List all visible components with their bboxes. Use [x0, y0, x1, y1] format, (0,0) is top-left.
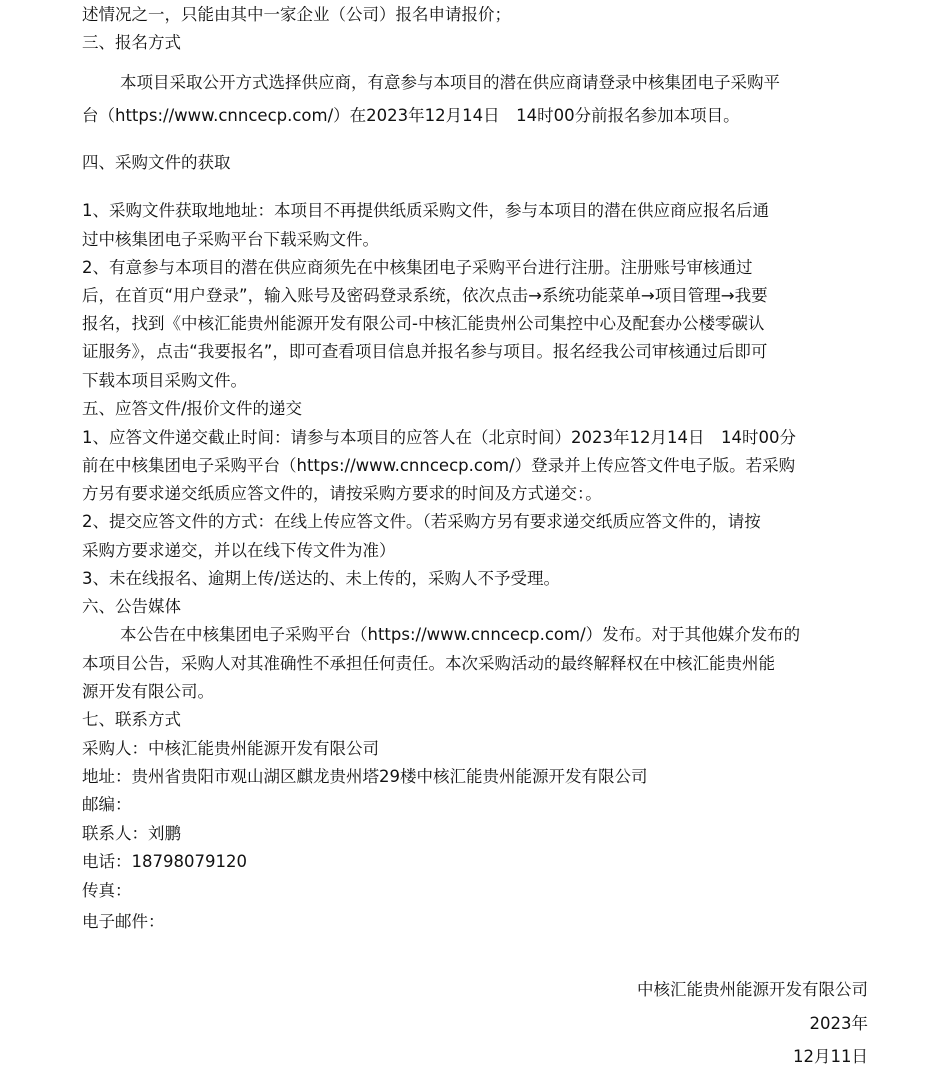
- signature-company: 中核汇能贵州能源开发有限公司: [637, 980, 868, 999]
- text-line: 前在中核集团电子采购平台（https://www.cnncecp.com/）登录并上传应答文件电子版。若采购: [82, 456, 796, 475]
- contact-purchaser: 采购人：中核汇能贵州能源开发有限公司: [82, 739, 379, 758]
- text-line: 2、提交应答文件的方式：在线上传应答文件。（若采购方另有要求递交纸质应答文件的，请按: [82, 512, 761, 531]
- contact-phone: 电话：18798079120: [82, 852, 247, 871]
- contact-address: 地址：贵州省贵阳市观山湖区麒龙贵州塔29楼中核汇能贵州能源开发有限公司: [82, 767, 648, 786]
- text-line: 证服务》，点击“我要报名”，即可查看项目信息并报名参与项目。报名经我公司审核通过后即可: [82, 342, 768, 361]
- text-line: 台（https://www.cnncecp.com/）在2023年12月14日 14时00分前报名参加本项目。: [82, 106, 740, 125]
- text-line: 采购方要求递交，并以在线下传文件为准）: [82, 541, 396, 560]
- signature-date: 12月11日: [793, 1047, 868, 1066]
- text-line: 本项目公告，采购人对其准确性不承担任何责任。本次采购活动的最终解释权在中核汇能贵州能: [82, 654, 775, 673]
- contact-fax: 传真：: [82, 881, 132, 900]
- contact-email: 电子邮件：: [82, 912, 165, 931]
- section-heading-submission: 五、应答文件/报价文件的递交: [82, 399, 303, 418]
- text-line: 报名，找到《中核汇能贵州能源开发有限公司-中核汇能贵州公司集控中心及配套办公楼零碳认: [82, 314, 765, 333]
- contact-person: 联系人：刘鹏: [82, 824, 181, 843]
- text-line: 1、应答文件递交截止时间：请参与本项目的应答人在（北京时间）2023年12月14日 14时00分: [82, 428, 796, 447]
- text-line: 1、采购文件获取地地址：本项目不再提供纸质采购文件，参与本项目的潜在供应商应报名后通: [82, 201, 769, 220]
- text-line: 3、未在线报名、逾期上传/送达的、未上传的，采购人不予受理。: [82, 569, 561, 588]
- text-line: 后，在首页“用户登录”，输入账号及密码登录系统，依次点击→系统功能菜单→项目管理→我要: [82, 286, 768, 305]
- section-heading-documents: 四、采购文件的获取: [82, 153, 231, 172]
- text-line: 本公告在中核集团电子采购平台（https://www.cnncecp.com/）发布。对于其他媒介发布的: [120, 625, 801, 644]
- text-line: 过中核集团电子采购平台下载采购文件。: [82, 230, 379, 249]
- text-line: 源开发有限公司。: [82, 682, 214, 701]
- text-line: 述情况之一，只能由其中一家企业（公司）报名申请报价；: [82, 5, 511, 24]
- section-heading-registration: 三、报名方式: [82, 33, 181, 52]
- text-line: 本项目采取公开方式选择供应商，有意参与本项目的潜在供应商请登录中核集团电子采购平: [120, 73, 780, 92]
- section-heading-media: 六、公告媒体: [82, 597, 181, 616]
- section-heading-contact: 七、联系方式: [82, 710, 181, 729]
- signature-year: 2023年: [809, 1014, 868, 1033]
- contact-postcode: 邮编：: [82, 795, 132, 814]
- text-line: 下载本项目采购文件。: [82, 371, 247, 390]
- text-line: 方另有要求递交纸质应答文件的，请按采购方要求的时间及方式递交：。: [82, 484, 602, 503]
- text-line: 2、有意参与本项目的潜在供应商须先在中核集团电子采购平台进行注册。注册账号审核通过: [82, 258, 753, 277]
